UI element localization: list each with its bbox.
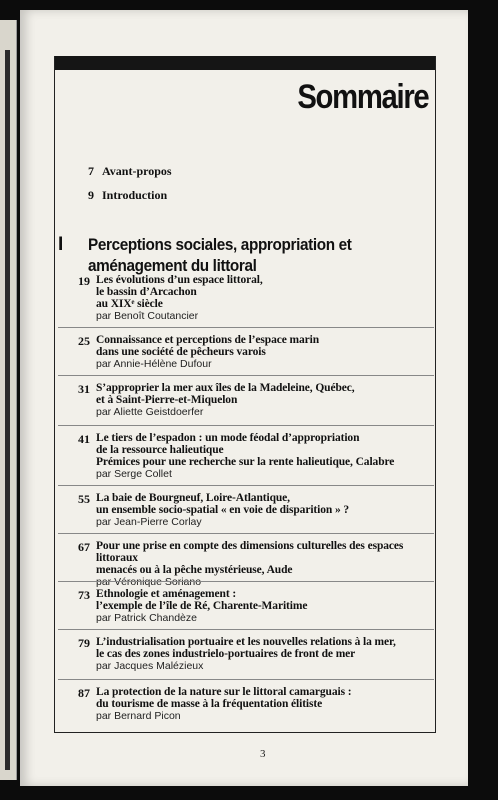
article-title-line: du tourisme de masse à la fréquentation élitiste — [96, 698, 323, 710]
article-author: par Aliette Geistdoerfer — [96, 406, 204, 418]
section-numeral: I — [58, 234, 64, 255]
toc-entry-avant-propos — [70, 164, 172, 179]
article-title-line: de la ressource halieutique — [96, 444, 224, 456]
document-page — [20, 10, 468, 786]
entry-separator — [58, 679, 434, 680]
article-title-line: Ethnologie et aménagement : — [96, 588, 237, 600]
entry-separator — [58, 629, 434, 630]
article-title-line: La baie de Bourgneuf, Loire-Atlantique, — [96, 492, 290, 504]
article-author: par Benoît Coutancier — [96, 310, 199, 322]
article-title-line: Pour une prise en compte des dimensions culturelles des espaces littoraux — [96, 540, 404, 564]
article-author: par Véronique Soriano — [96, 576, 202, 588]
article-title-line: le bassin d’Arcachon — [96, 286, 197, 298]
toc-article-body — [96, 274, 442, 322]
article-title-line: Connaissance et perceptions de l’espace marin — [96, 334, 320, 346]
article-title-line: dans une société de pêcheurs varois — [96, 346, 266, 358]
entry-separator — [58, 533, 434, 534]
entry-separator — [58, 581, 434, 582]
toc-page-number: 79 — [78, 636, 90, 650]
article-author: par Jean-Pierre Corlay — [96, 516, 202, 528]
toc-entry-label: Avant-propos — [102, 164, 172, 178]
page-title: Sommaire — [296, 78, 428, 116]
article-author: par Jacques Malézieux — [96, 660, 204, 672]
article-author: par Annie-Hélène Dufour — [96, 358, 212, 370]
toc-entry-introduction — [70, 188, 167, 203]
entry-separator — [58, 327, 434, 328]
toc-page-number: 31 — [78, 382, 90, 396]
toc-article-body — [96, 334, 442, 370]
page-number: 3 — [260, 748, 266, 760]
toc-article-body — [96, 492, 442, 528]
article-title-line: Le tiers de l’espadon : un mode féodal d’appropriation — [96, 432, 360, 444]
toc-article-body — [96, 432, 442, 480]
article-author: par Bernard Picon — [96, 710, 181, 722]
article-title-line: S’approprier la mer aux îles de la Madeleine, Québec, — [96, 382, 355, 394]
toc-page-number: 9 — [88, 188, 94, 202]
section-title: Perceptions sociales, appropriation et aménagement du littoral — [88, 235, 352, 275]
toc-page-number: 67 — [78, 540, 90, 554]
article-title-line: le cas des zones industrielo-portuaires de front de mer — [96, 648, 356, 660]
article-author: par Serge Collet — [96, 468, 172, 480]
entry-separator — [58, 425, 434, 426]
toc-page-number: 19 — [78, 274, 90, 288]
entry-separator — [58, 485, 434, 486]
toc-page-number: 87 — [78, 686, 90, 700]
article-title-line: L’industrialisation portuaire et les nouvelles relations à la mer, — [96, 636, 396, 648]
toc-entry-label: Introduction — [102, 188, 168, 202]
article-title-line: Prémices pour une recherche sur la rente halieutique, Calabre — [96, 456, 395, 468]
toc-page-number: 41 — [78, 432, 90, 446]
toc-article-body — [96, 382, 442, 418]
article-title-line: La protection de la nature sur le littoral camarguais : — [96, 686, 352, 698]
facing-page-edge — [0, 20, 17, 780]
toc-page-number: 55 — [78, 492, 90, 506]
article-title-line: Les évolutions d’un espace littoral, — [96, 274, 263, 286]
toc-article-body — [96, 636, 442, 672]
toc-article-body — [96, 686, 442, 722]
entry-separator — [58, 375, 434, 376]
toc-page-number: 73 — [78, 588, 90, 602]
article-title-line: menacés ou à la pêche mystérieuse, Aude — [96, 564, 293, 576]
article-title-line: un ensemble socio-spatial « en voie de disparition » ? — [96, 504, 350, 516]
article-title-line: au XIXᵉ siècle — [96, 298, 163, 310]
article-author: par Patrick Chandèze — [96, 612, 197, 624]
toc-page-number: 25 — [78, 334, 90, 348]
toc-page-number: 7 — [88, 164, 94, 178]
toc-article-body — [96, 588, 442, 624]
article-title-line: l’exemple de l’île de Ré, Charente-Maritime — [96, 600, 308, 612]
article-title-line: et à Saint-Pierre-et-Miquelon — [96, 394, 238, 406]
